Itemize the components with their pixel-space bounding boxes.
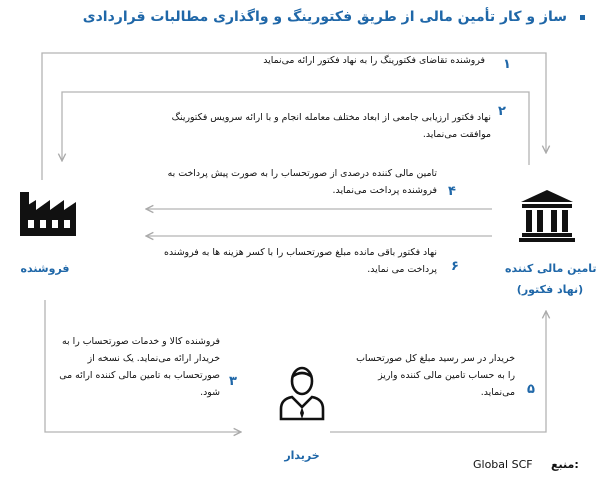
financier-sub-label: (نهاد فکتور) bbox=[516, 283, 584, 296]
person-icon bbox=[278, 365, 326, 421]
seller-label: فروشنده bbox=[20, 262, 70, 275]
title-bullet bbox=[580, 15, 585, 20]
source-value: Global SCF bbox=[473, 458, 533, 471]
step-2-text: نهاد فکتور ارزیابی جامعی از ابعاد مختلف معامله انجام و با ارائه سرویس فکتورینگ موافقت می‌نماید. bbox=[171, 112, 491, 140]
step-5-number: ۵ bbox=[527, 382, 535, 397]
step-4-number: ۴ bbox=[448, 184, 456, 199]
step-3-text: فروشنده کالا و خدمات صورتحساب را به خریدار ارائه می‌نماید. یک نسخه از صورتحساب به تامین مالی کننده ارائه می شود. bbox=[59, 336, 220, 398]
source-label: منبع: bbox=[551, 458, 579, 471]
factory-icon bbox=[18, 190, 78, 238]
step-3-number: ۳ bbox=[229, 374, 237, 389]
step-2-number: ۲ bbox=[498, 104, 506, 119]
step-4-text: تامین مالی کننده درصدی از صورتحساب را به صورت پیش پرداخت به فروشنده پرداخت می‌نماید. bbox=[167, 168, 437, 196]
step-6-number: ۶ bbox=[451, 259, 459, 274]
buyer-label: خریدار bbox=[284, 449, 320, 462]
page-title: ساز و کار تأمین مالی از طریق فکتورینگ و واگذاری مطالبات قراردادی bbox=[82, 9, 567, 25]
bank-icon bbox=[519, 188, 575, 242]
financier-label: تامین مالی کننده bbox=[505, 262, 597, 275]
step-5-text: خریدار در سر رسید مبلغ کل صورتحساب را به حساب تامین مالی کننده واریز می‌نماید. bbox=[356, 353, 515, 398]
step-6-text: نهاد فکتور باقی مانده مبلغ صورتحساب را با کسر هزینه ها به فروشنده پرداخت می نماید. bbox=[164, 247, 437, 275]
step-1-text: فروشنده تقاضای فکتورینگ را به نهاد فکتور ارائه می‌نماید bbox=[263, 55, 485, 66]
step-1-number: ۱ bbox=[503, 57, 511, 72]
